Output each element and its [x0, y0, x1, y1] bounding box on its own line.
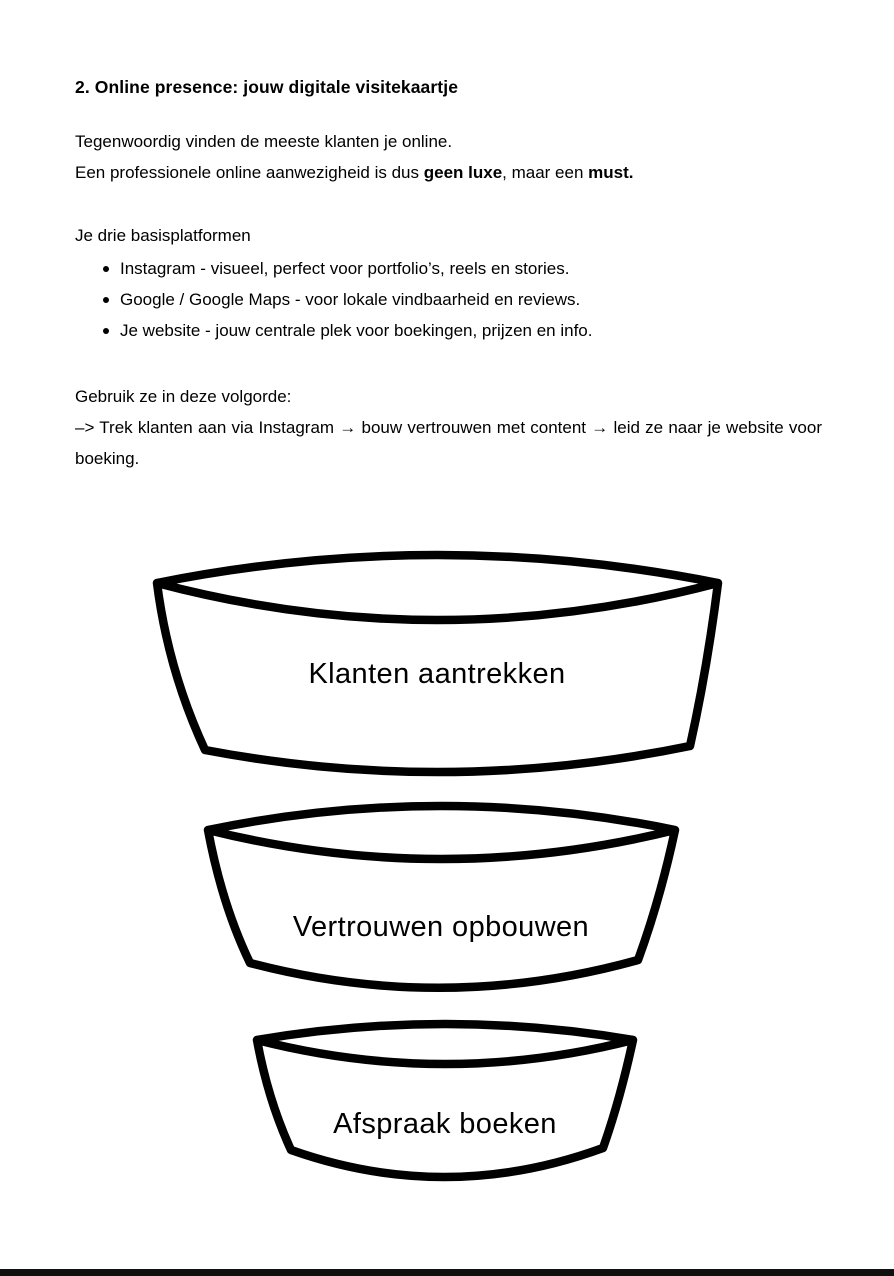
list-item-website: Je website - jouw centrale plek voor boekingen, prijzen en info.: [75, 315, 822, 346]
order-flow-text: –> Trek klanten aan via Instagram → bouw vertrouwen met content → leid ze naar je website voor boeking.: [75, 418, 822, 468]
order-title: Gebruik ze in deze volgorde:: [75, 387, 292, 406]
page-title: 2. Online presence: jouw digitale visitekaartje: [75, 76, 459, 97]
funnel-stage-2-shape: [208, 806, 675, 988]
funnel-stage-1-label: Klanten aantrekken: [308, 658, 566, 690]
intro-line-2: Een professionele online aanwezigheid is dus geen luxe, maar een must.: [75, 163, 634, 182]
intro-line-1: Tegenwoordig vinden de meeste klanten je online.: [75, 132, 453, 151]
platforms-title: Je drie basisplatformen: [75, 226, 251, 245]
list-item-instagram: Instagram - visueel, perfect voor portfolio’s, reels en stories.: [75, 253, 822, 284]
list-item-google: Google / Google Maps - voor lokale vindbaarheid en reviews.: [75, 284, 822, 315]
funnel-stage-2-label: Vertrouwen opbouwen: [292, 911, 590, 943]
emphasis-must: must.: [588, 163, 634, 182]
emphasis-geen-luxe: geen luxe: [423, 163, 503, 182]
page-bottom-divider: [0, 1269, 894, 1276]
funnel-stage-3-shape: [257, 1024, 633, 1177]
funnel-stage-3-label: Afspraak boeken: [333, 1108, 557, 1140]
